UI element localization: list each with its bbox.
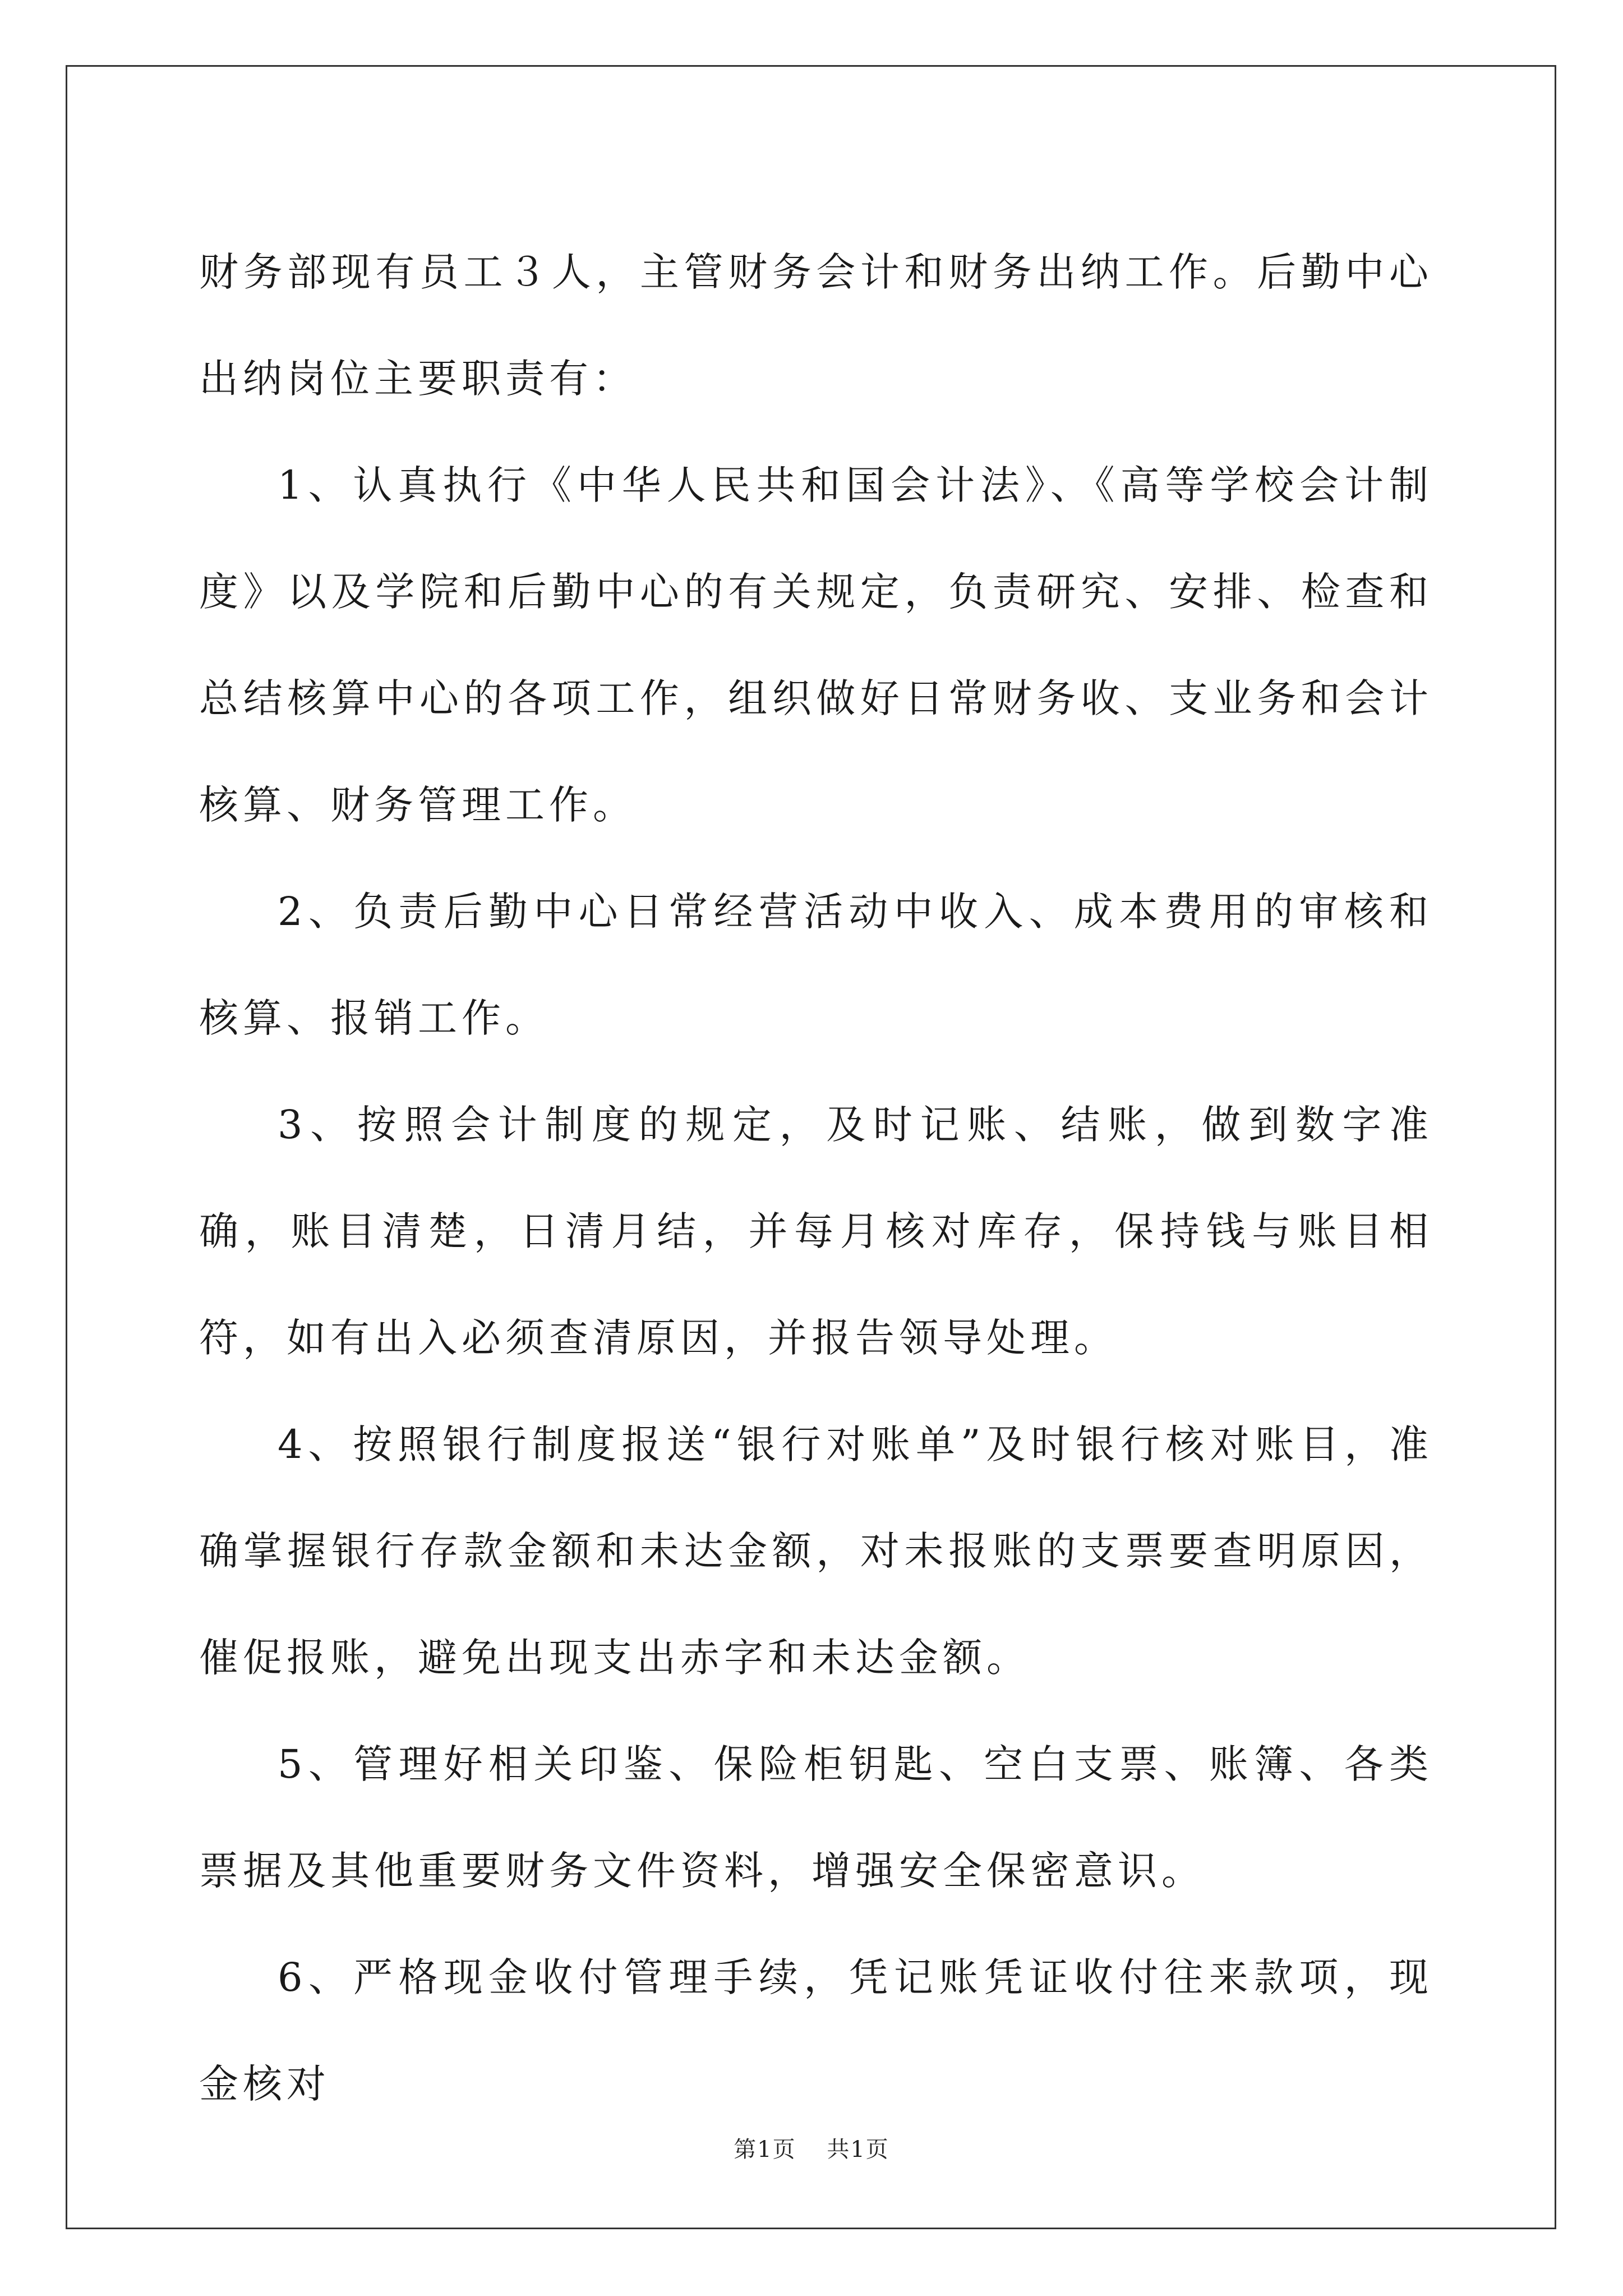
paragraph-item-3: 3、按照会计制度的规定，及时记账、结账，做到数字准确，账目清楚，日清月结，并每月核对库存，保持钱与账目相符，如有出入必须查清原因，并报告领导处理。 <box>199 1102 1433 1361</box>
page-total: 共1页 <box>827 2137 889 2162</box>
paragraph-intro: 财务部现有员工３人，主管财务会计和财务出纳工作。后勤中心出纳岗位主要职责有： <box>199 249 1433 402</box>
paragraph-item-4: 4、按照银行制度报送“银行对账单”及时银行核对账目，准确掌握银行存款金额和未达金额，对未报账的支票要查明原因，催促报账，避免出现支出赤字和未达金额。 <box>199 1421 1433 1681</box>
paragraph-item-5: 5、管理好相关印鉴、保险柜钥匙、空白支票、账簿、各类票据及其他重要财务文件资料，增强安全保密意识。 <box>199 1741 1433 1894</box>
paragraph-item-6: 6、严格现金收付管理手续，凭记账凭证收付往来款项，现金核对 <box>199 1954 1433 2107</box>
page-number: 第1页 <box>734 2137 796 2162</box>
paragraph-item-1: 1、认真执行《中华人民共和国会计法》、《高等学校会计制度》以及学院和后勤中心的有关规定，负责研究、安排、检查和总结核算中心的各项工作，组织做好日常财务收、支业务和会计核算、财务管理工作。 <box>199 462 1433 828</box>
document-body <box>199 219 1433 2137</box>
paragraph-item-2: 2、负责后勤中心日常经营活动中收入、成本费用的审核和核算、报销工作。 <box>199 889 1433 1041</box>
page-footer <box>0 2132 1623 2164</box>
